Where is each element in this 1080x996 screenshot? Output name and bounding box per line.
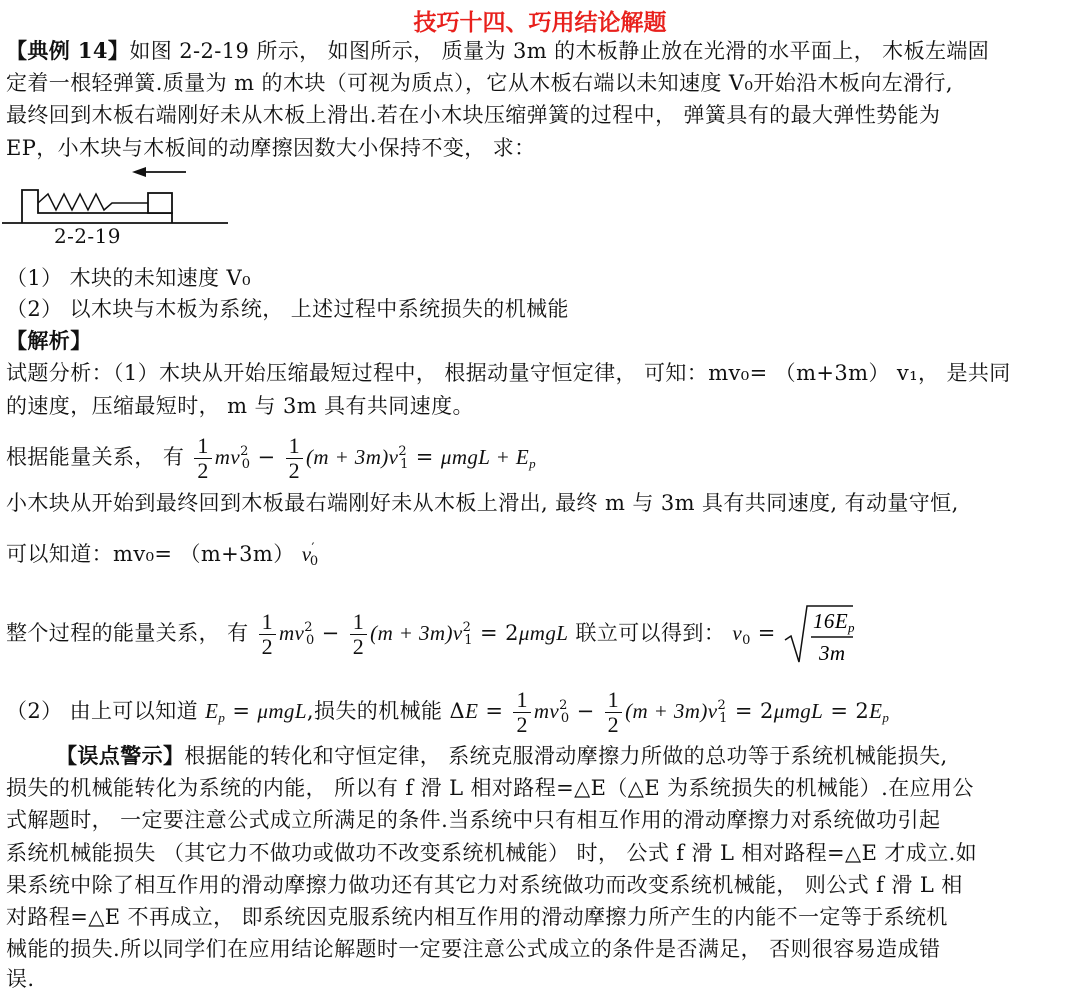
spring: [38, 194, 148, 210]
analysis-header: 【解析】: [6, 328, 92, 353]
velocity-arrowhead: [132, 167, 146, 177]
question-1: （1） 木块的未知速度 V₀: [6, 266, 251, 290]
fraction-half: $\frac{1}{2}$: [513, 688, 530, 737]
energy-equation-line: 根据能量关系， 有 $\frac{1}{2}$ $mv^2_0$ − $\frac{1}{2}$ $(m + 3m)v^2_1 = \mu mgL + E_p$: [6, 433, 537, 483]
fraction-half: $\frac{1}{2}$: [286, 434, 303, 483]
fraction-half: $\frac{1}{2}$: [605, 688, 622, 737]
loss-mid: ,损失的机械能: [306, 699, 443, 723]
example-text-1: 如图 2-2-19 所示， 如图所示， 质量为 3m 的木板静止放在光滑的水平面上， 木板左端固: [129, 39, 990, 63]
warning-line-4: 系统机械能损失 （其它力不做功或做功不改变系统机械能） 时， 公式 f 滑 L 相对路程=△E 才成立.如: [6, 841, 978, 865]
warning-line-2: 损失的机械能转化为系统的内能， 所以有 f 滑 L 相对路程=△E（△E 为系统损失的机械能）.在应用公: [6, 776, 974, 800]
warning-tag: 【误点警示】: [56, 743, 185, 768]
fraction-half: $\frac{1}{2}$: [350, 610, 367, 659]
analysis-line-4: 小木块从开始到最终回到木板最右端刚好未从木板上滑出, 最终 m 与 3m 具有共同速度, 有动量守恒,: [6, 491, 959, 515]
loss-equation-line: （2） 由上可以知道 $E_p = \mu mgL$,损失的机械能 ΔE = $\frac{1}{2}$ $mv^2_0$ − $\frac{1}{2}$ $(m + 3m)v^2_1 = 2\mu mgL = 2E_p$: [6, 687, 890, 737]
warning-line-8: 误.: [6, 967, 35, 991]
fraction-half: $\frac{1}{2}$: [194, 434, 211, 483]
section-title: 技巧十四、巧用结论解题: [413, 10, 667, 36]
warning-line-1: [56, 741, 948, 771]
warning-line-3: 式解题时， 一定要注意公式成立所满足的条件.当系统中只有相互作用的滑动摩擦力对系统做功引起: [6, 808, 941, 832]
example-line-1: [6, 36, 989, 66]
example-line-4: EP，小木块与木板间的动摩擦因数大小保持不变， 求：: [6, 136, 536, 160]
question-2: （2） 以木块与木板为系统， 上述过程中系统损失的机械能: [6, 297, 569, 321]
example-line-3: 最终回到木板右端刚好未从木板上滑出.若在小木块压缩弹簧的过程中， 弹簧具有的最大弹性势能为: [6, 103, 941, 127]
fraction-half: $\frac{1}{2}$: [259, 610, 276, 659]
energy-equation-prefix: 根据能量关系， 有: [6, 445, 185, 469]
analysis-line-2: 的速度，压缩最短时， m 与 3m 具有共同速度。: [6, 394, 474, 418]
warning-line-7: 械能的损失.所以同学们在应用结论解题时一定要注意公式成立的条件是否满足， 否则很容易造成错: [6, 937, 941, 961]
warning-line-5: 果系统中除了相互作用的滑动摩擦力做功还有其它力对系统做功而改变系统机械能， 则公式 f 滑 L 相: [6, 873, 963, 897]
example-tag: 【典例 14】: [6, 38, 130, 63]
figure-label: 2-2-19: [54, 224, 121, 248]
sqrt-expression: [783, 603, 855, 666]
wood-block: [148, 193, 172, 213]
total-energy-prefix: 整个过程的能量关系， 有: [6, 621, 249, 645]
example-line-2: 定着一根轻弹簧.质量为 m 的木块（可视为质点），它从木板右端以未知速度 V₀开始沿木板向左滑行,: [6, 71, 953, 95]
total-energy-line: 整个过程的能量关系， 有 $\frac{1}{2}$ $mv^2_0$ − $\frac{1}{2}$ $(m + 3m)v^2_1 = 2\mu mgL$ 联立可以得到： $v_0$ = 16Ep 3m: [6, 598, 855, 671]
analysis-line-1: 试题分析：（1）木块从开始压缩最短过程中， 根据动量守恒定律， 可知：mv₀= （m+3m） v₁， 是共同: [6, 361, 1011, 385]
svg-text:16Ep: 16Ep: [812, 609, 855, 636]
warning-text-1: 根据能的转化和守恒定律， 系统克服滑动摩擦力所做的总功等于系统机械能损失,: [184, 744, 948, 768]
loss-prefix: （2） 由上可以知道: [6, 699, 199, 723]
combine-text: 联立可以得到：: [575, 621, 726, 645]
warning-line-6: 对路程=△E 不再成立， 即系统因克服系统内相互作用的滑动摩擦力所产生的内能不一定等于系统机: [6, 905, 948, 929]
svg-text:3m: 3m: [818, 641, 846, 666]
momentum-line: 可以知道：mv₀= （m+3m） $v'_0$: [6, 541, 319, 569]
momentum-prefix: 可以知道：mv₀= （m+3m）: [6, 542, 295, 566]
